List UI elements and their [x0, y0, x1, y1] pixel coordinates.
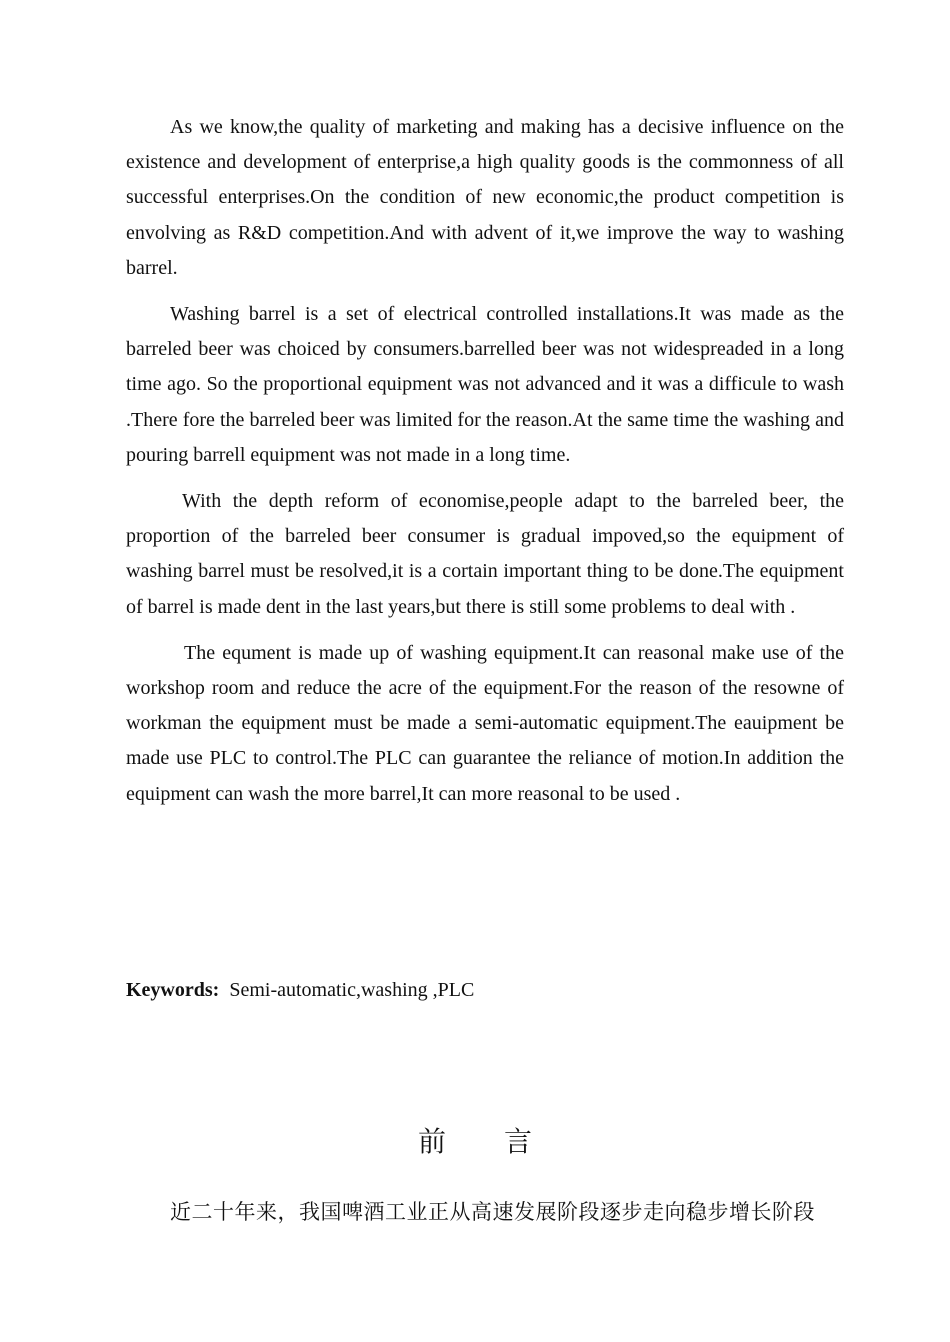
- preface-heading-char-1: 前: [417, 1125, 446, 1158]
- abstract-paragraph-4: The equment is made up of washing equipment.It can reasonal make use of the workshop room and reduce the acre of the equipment.For the reason of the resowne of workman the equipment must be made a semi-automatic equipment.The eauipment be made use PLC to control.The PLC can guarantee the reliance of motion.In addition the equipment can wash the more barrel,It can more reasonal to be used .: [126, 641, 844, 805]
- preface-first-line: 近二十年来，我国啤酒工业正从高速发展阶段逐步走向稳步增长阶段: [170, 1200, 815, 1224]
- preface-heading: [0, 1122, 950, 1162]
- keywords-label: Keywords:: [126, 979, 220, 1001]
- preface-heading-char-2: 言: [504, 1125, 533, 1158]
- abstract-body: [126, 110, 844, 823]
- abstract-paragraph-3: With the depth reform of economise,people adapt to the barreled beer, the proportion of the barreled beer consumer is gradual impoved,so the equipment of washing barrel must be resolved,it is a cortain important thing to be done.The equipment of barrel is made dent in the last years,but there is still some problems to deal with .: [126, 490, 844, 618]
- keywords-line: [126, 973, 474, 1008]
- abstract-paragraph-1: As we know,the quality of marketing and making has a decisive influence on the existence and development of enterprise,a high quality goods is the commonness of all successful enterprises.On the condition of new economic,the product competition is envolving as R&D competition.And with advent of it,we improve the way to washing barrel.: [126, 116, 844, 279]
- abstract-paragraph-2: Washing barrel is a set of electrical controlled installations.It was made as the barreled beer was choiced by consumers.barrelled beer was not widespreaded in a long time ago. So the proportional equipment was not advanced and it was a difficule to wash .There fore the barreled beer was limited for the reason.At the same time the washing and pouring barrell equipment was not made in a long time.: [126, 303, 844, 466]
- keywords-value: Semi-automatic,washing ,PLC: [229, 979, 475, 1001]
